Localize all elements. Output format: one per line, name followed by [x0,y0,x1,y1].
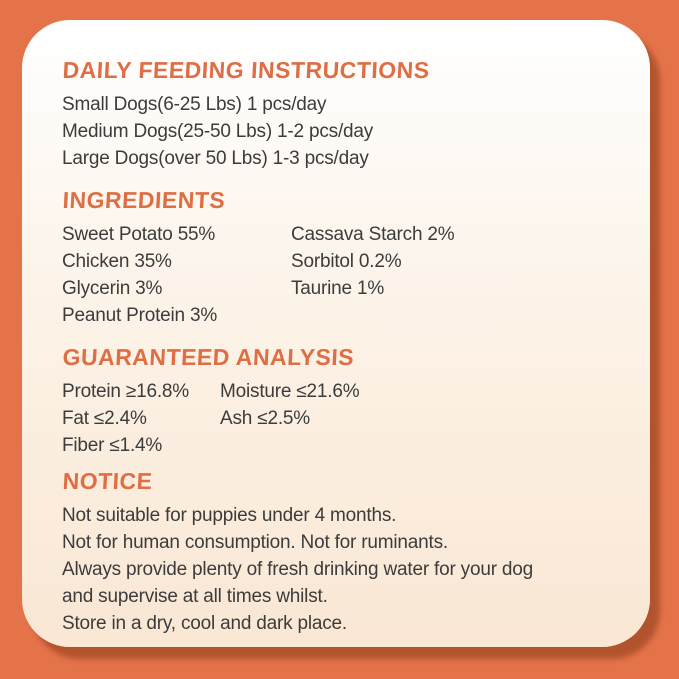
analysis-protein: Protein ≥16.8% [62,381,189,402]
section-notice [62,469,620,637]
analysis-fat: Fat ≤2.4% [62,408,147,429]
label-content [22,20,650,637]
feeding-line-medium-dogs: Medium Dogs(25-50 Lbs) 1-2 pcs/day [62,121,374,142]
analysis-moisture: Moisture ≤21.6% [220,381,360,402]
notice-line-puppies: Not suitable for puppies under 4 months. [62,505,397,526]
analysis-column-left [62,378,220,459]
ingredients-column-left [62,221,291,329]
notice-line-supervise: and supervise at all times whilst. [62,586,328,607]
feeding-line-large-dogs: Large Dogs(over 50 Lbs) 1-3 pcs/day [62,148,369,169]
label-card [22,20,650,647]
notice-line-consumption: Not for human consumption. Not for ruminants. [62,532,448,553]
daily-feeding-heading: DAILY FEEDING INSTRUCTIONS [61,57,431,83]
notice-line-water: Always provide plenty of fresh drinking water for your dog [62,559,534,580]
ingredients-heading: INGREDIENTS [61,187,226,213]
ingredient-taurine: Taurine 1% [291,278,385,299]
analysis-ash: Ash ≤2.5% [220,408,310,429]
section-ingredients [62,188,620,329]
guaranteed-analysis-heading: GUARANTEED ANALYSIS [61,344,355,370]
ingredient-glycerin: Glycerin 3% [62,278,163,299]
notice-line-store: Store in a dry, cool and dark place. [62,613,347,634]
feeding-line-small-dogs: Small Dogs(6-25 Lbs) 1 pcs/day [62,94,327,115]
analysis-columns [62,378,620,459]
analysis-fiber: Fiber ≤1.4% [62,435,163,456]
ingredient-sweet-potato: Sweet Potato 55% [62,224,216,245]
ingredient-chicken: Chicken 35% [62,251,172,272]
ingredients-columns [62,221,620,329]
ingredients-column-right [291,221,454,302]
ingredient-peanut-protein: Peanut Protein 3% [62,305,218,326]
notice-heading: NOTICE [61,468,154,494]
ingredient-cassava-starch: Cassava Starch 2% [291,224,455,245]
section-daily-feeding [62,58,620,172]
ingredient-sorbitol: Sorbitol 0.2% [291,251,402,272]
section-guaranteed-analysis [62,345,620,459]
analysis-column-right [220,378,359,432]
